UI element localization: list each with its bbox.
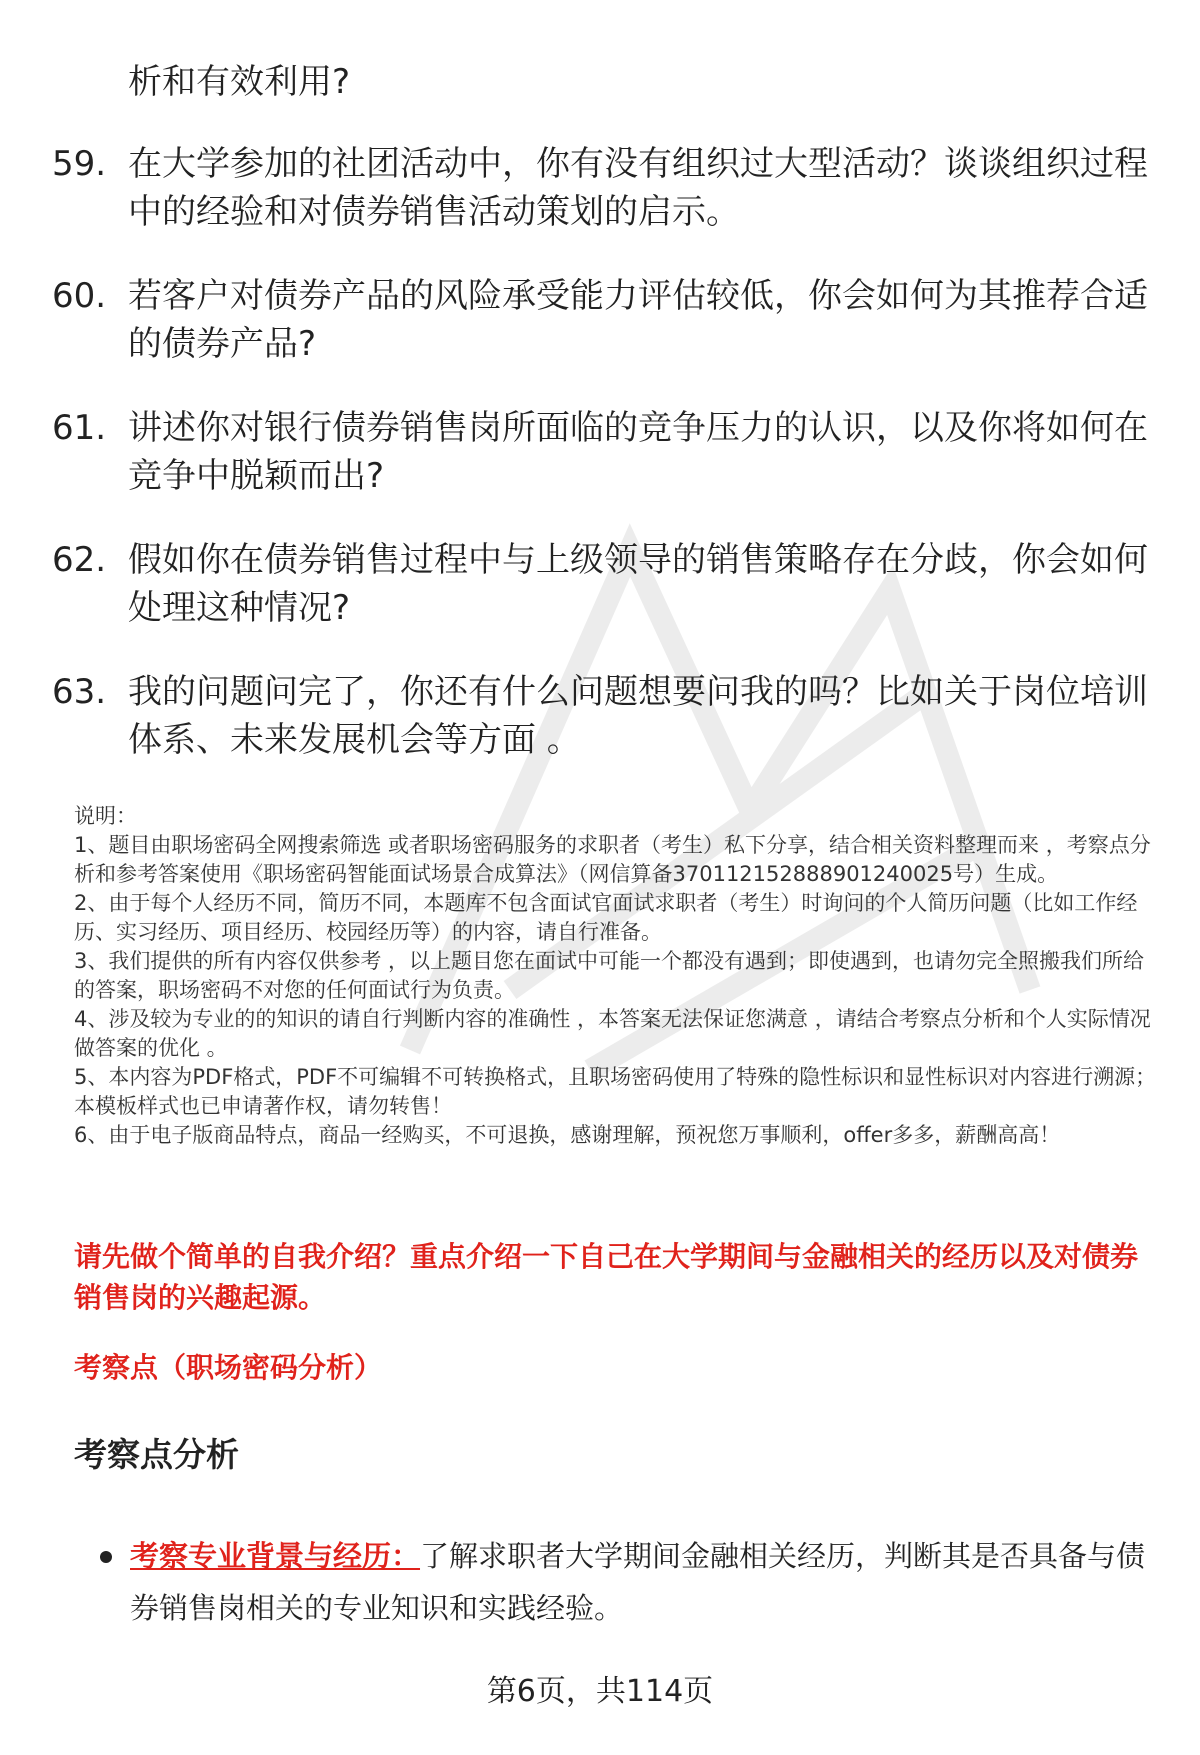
question-text: 若客户对债券产品的风险承受能力评估较低，你会如何为其推荐合适的债券产品? <box>128 276 1148 364</box>
bullet-dot-icon <box>100 1551 112 1563</box>
note-item: 4、涉及较为专业的的知识的请自行判断内容的准确性 ，本答案无法保证您满意 ，请结合考察点分析和个人实际情况做答案的优化 。 <box>74 1007 1151 1060</box>
continuation-line: 析和有效利用? <box>128 62 351 102</box>
question-item <box>52 404 1162 500</box>
page-footer: 第6页，共114页 <box>486 1674 714 1709</box>
notes-title: 说明： <box>74 804 137 828</box>
analysis-bullet <box>100 1530 1160 1634</box>
question-text: 在大学参加的社团活动中，你有没有组织过大型活动？谈谈组织过程中的经验和对债券销售活动策划的启示。 <box>128 144 1148 232</box>
question-item <box>52 536 1162 632</box>
question-number: 60. <box>52 276 107 316</box>
question-text: 讲述你对银行债券销售岗所面临的竞争压力的认识，以及你将如何在竞争中脱颖而出? <box>128 408 1148 496</box>
bullet-body <box>130 1530 1160 1634</box>
question-list <box>52 140 1162 800</box>
note-item: 5、本内容为PDF格式，PDF不可编辑不可转换格式，且职场密码使用了特殊的隐性标识和显性标识对内容进行溯源；本模板样式也已申请著作权，请勿转售！ <box>74 1065 1157 1118</box>
analysis-label: 考察点（职场密码分析） <box>74 1351 383 1384</box>
question-text: 假如你在债券销售过程中与上级领导的销售策略存在分歧，你会如何处理这种情况? <box>128 540 1148 628</box>
question-number: 59. <box>52 144 107 184</box>
question-text: 我的问题问完了，你还有什么问题想要问我的吗？比如关于岗位培训体系、未来发展机会等方面 。 <box>128 672 1148 760</box>
question-item <box>52 668 1162 764</box>
question-number: 62. <box>52 540 107 580</box>
note-item: 1、题目由职场密码全网搜索筛选 或者职场密码服务的求职者（考生）私下分享，结合相关资料整理而来 ，考察点分析和参考答案使用《职场密码智能面试场景合成算法》（网信算备370112152888901240025号）生成。 <box>74 833 1151 886</box>
question-number: 63. <box>52 672 107 712</box>
note-item: 2、由于每个人经历不同，简历不同，本题库不包含面试官面试求职者（考生）时询问的个人简历问题（比如工作经历、实习经历、项目经历、校园经历等）的内容，请自行准备。 <box>74 891 1138 944</box>
bullet-key: 考察专业背景与经历： <box>130 1539 421 1573</box>
note-item: 6、由于电子版商品特点，商品一经购买，不可退换，感谢理解，预祝您万事顺利，offer多多，薪酬高高！ <box>74 1123 1061 1147</box>
featured-question: 请先做个简单的自我介绍？重点介绍一下自己在大学期间与金融相关的经历以及对债券销售岗的兴趣起源。 <box>74 1240 1139 1314</box>
bullet-text: 了解求职者大学期间金融相关经历，判断其是否具备与债券销售岗相关的专业知识和实践经验。 <box>130 1539 1146 1625</box>
question-item <box>52 272 1162 368</box>
question-item <box>52 140 1162 236</box>
section-title: 考察点分析 <box>74 1435 239 1474</box>
note-item: 3、我们提供的所有内容仅供参考 ，以上题目您在面试中可能一个都没有遇到；即使遇到，也请勿完全照搬我们所给的答案，职场密码不对您的任何面试行为负责。 <box>74 949 1145 1002</box>
question-number: 61. <box>52 408 107 448</box>
notes-block <box>74 802 1164 1150</box>
